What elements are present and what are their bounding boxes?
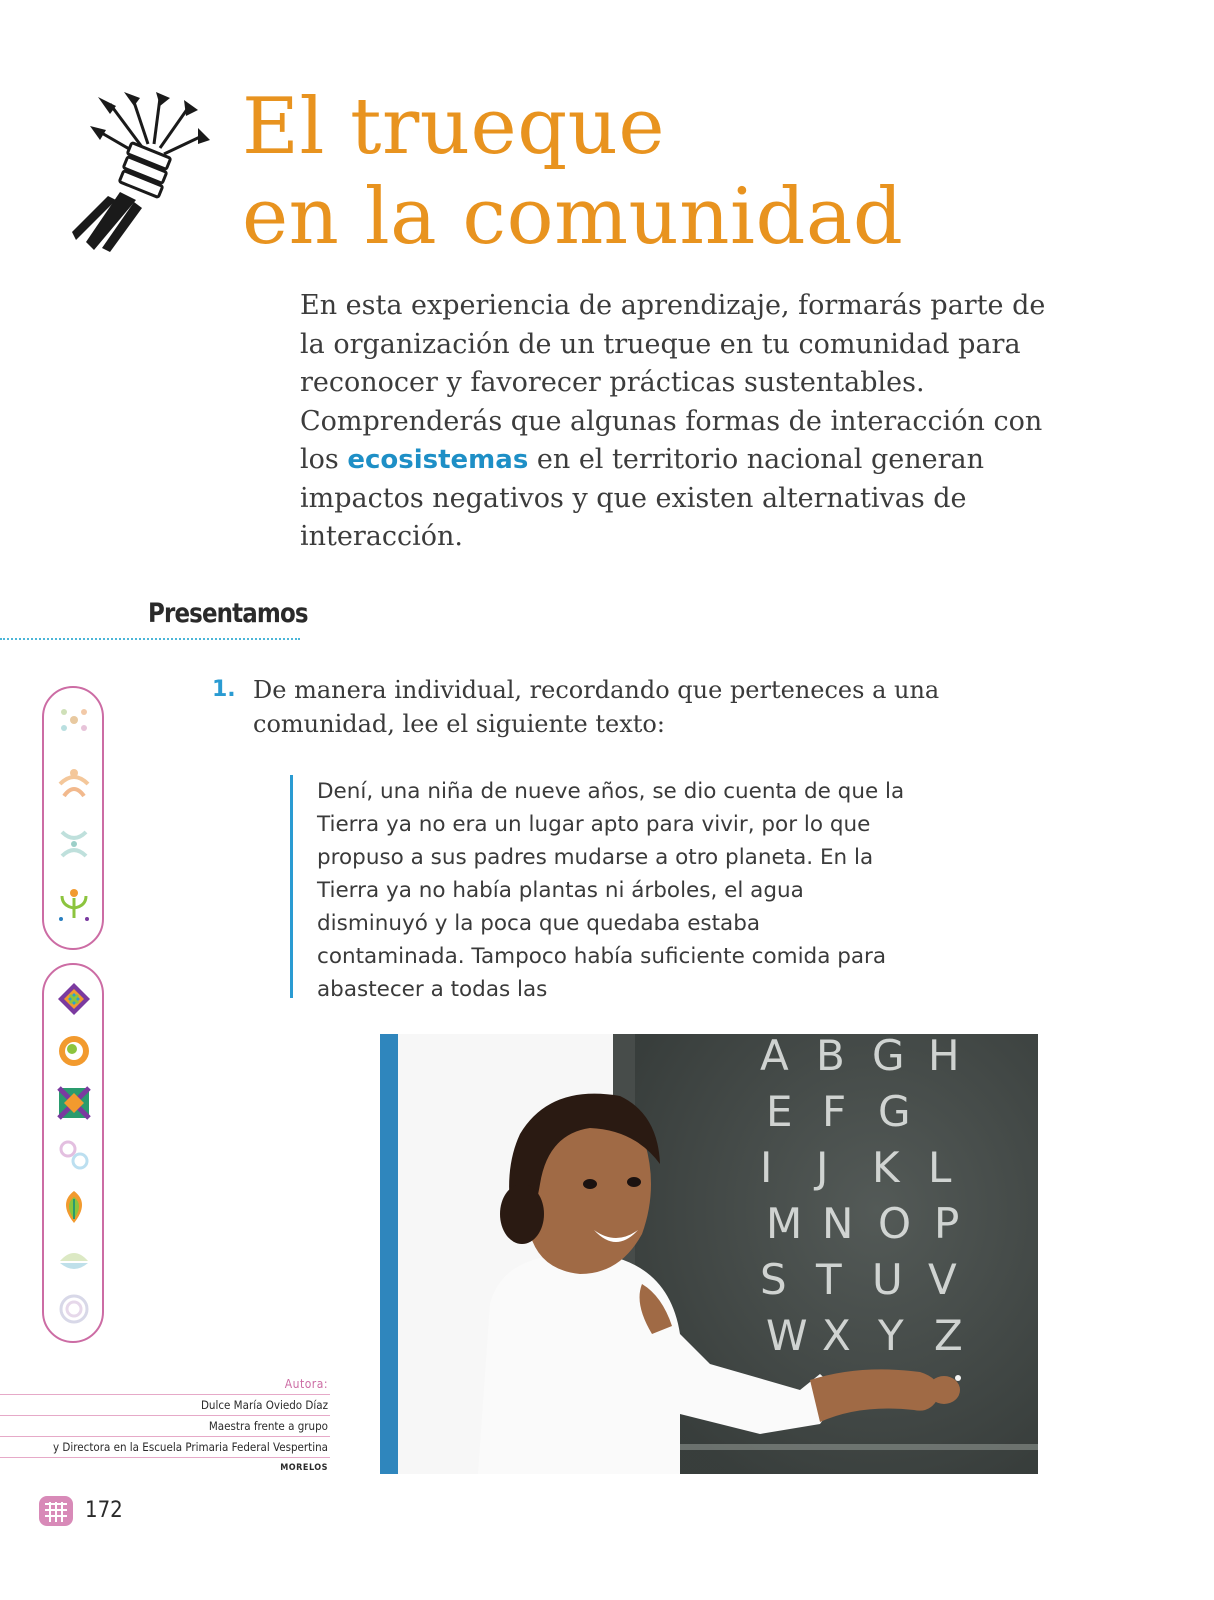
chalk-letter: L: [928, 1143, 952, 1192]
chalk-letter: F: [822, 1087, 847, 1136]
recycle-circle-icon: [56, 1291, 92, 1327]
page-title: [242, 82, 903, 262]
brushes-bundle-icon: [70, 92, 210, 252]
chalk-letter: A: [760, 1034, 789, 1080]
leaf-hands-icon: [56, 1189, 92, 1225]
section-heading: Presentamos: [148, 598, 308, 629]
spiral-icon: [56, 1033, 92, 1069]
chalk-letter: P: [934, 1199, 960, 1248]
chalk-letter: K: [872, 1143, 900, 1192]
community-icon: [56, 702, 92, 738]
reading-excerpt: [290, 775, 913, 1002]
chalk-letter: V: [928, 1255, 957, 1304]
chalk-letter: J: [816, 1143, 829, 1192]
chalk-letter: B: [816, 1034, 845, 1080]
globe-icon: [56, 1241, 92, 1277]
page-number: 172: [85, 1498, 123, 1523]
chalk-letter: X: [822, 1311, 851, 1360]
intro-paragraph: [300, 287, 1070, 557]
chalk-letter: N: [822, 1199, 854, 1248]
intro-text-after: en el territorio nacional generan impactos negativos y que existen alternativas de interacción.: [300, 444, 985, 552]
step-text: De manera individual, recordando que perteneces a una comunidad, lee el siguiente texto:: [253, 676, 940, 738]
chalk-letter: Y: [878, 1311, 904, 1360]
excerpt-text: Dení, una niña de nueve años, se dio cuenta de que la Tierra ya no era un lugar apto para vivir, por lo que propuso a sus padres mudarse a otro planeta. En la Tierra ya no había plantas ni árboles, el agua disminuyó y la poca que quedaba estaba contaminada. Tampoco había suficiente comida para abastecer a todas las: [317, 779, 905, 1002]
photo-girl-chalkboard: [380, 1034, 1038, 1474]
chalk-letter: T: [816, 1255, 842, 1304]
chalk-letter: H: [928, 1034, 960, 1080]
chalk-letter: G: [872, 1034, 905, 1080]
title-line-2: en la comunidad: [242, 172, 904, 262]
chalk-letter: E: [766, 1087, 793, 1136]
activity-step-1: [212, 673, 972, 741]
chalk-letter: S: [760, 1255, 787, 1304]
chalk-letter: M: [766, 1199, 803, 1248]
people-link-icon: [56, 826, 92, 862]
credit-school: y Directora en la Escuela Primaria Federal Vespertina: [0, 1437, 330, 1458]
credit-state: MORELOS: [280, 1463, 328, 1473]
credit-role: Maestra frente a grupo: [0, 1416, 330, 1437]
chalk-letter: I: [760, 1143, 773, 1192]
glossary-term-ecosistemas[interactable]: ecosistemas: [347, 445, 529, 475]
step-number: 1.: [212, 677, 236, 702]
chalk-letter: U: [872, 1255, 903, 1304]
chain-link-icon: [56, 1137, 92, 1173]
section-divider: [0, 638, 300, 640]
credit-name: Dulce María Oviedo Díaz: [0, 1395, 330, 1416]
chalk-letter: G: [878, 1087, 911, 1136]
sidebar-ejes-articuladores: [42, 963, 104, 1343]
book-glyph-icon: [38, 1494, 74, 1528]
chalk-letter: W: [766, 1311, 808, 1360]
intro-text-before: En esta experiencia de aprendizaje, formarás parte de la organización de un trueque en tu comunidad para reconocer y favorecer prácticas sustentables. Comprenderás que algunas formas de interacción con los: [300, 290, 1046, 475]
growing-person-icon: [56, 886, 92, 922]
author-credit: [0, 1374, 330, 1478]
people-circle-icon: [56, 764, 92, 800]
credit-label: Autora:: [0, 1374, 330, 1395]
square-star-icon: [56, 1085, 92, 1121]
chalk-letter: O: [878, 1199, 912, 1248]
title-line-1: El trueque: [242, 82, 666, 172]
sidebar-campos-formativos: [42, 686, 104, 950]
chalk-letter: Z: [934, 1311, 963, 1360]
diamond-knot-icon: [56, 981, 92, 1017]
